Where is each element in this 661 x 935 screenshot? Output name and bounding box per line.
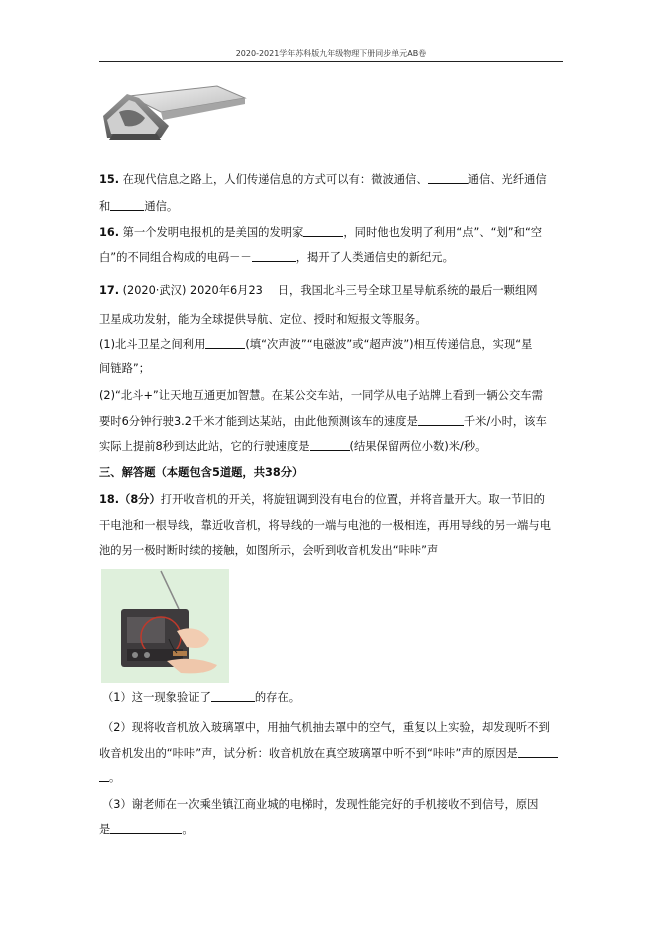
- q17-number: 17.: [99, 284, 120, 297]
- q16-blank-2[interactable]: [252, 250, 296, 262]
- q18-part1-text-a: （1）这一现象验证了: [102, 691, 211, 704]
- q18-part2-text-2: 收音机发出的“咔咔”声，试分析：收音机放在真空玻璃罩中听不到“咔咔”声的原因是: [99, 747, 518, 760]
- q17-part1-blank[interactable]: [205, 337, 245, 349]
- q18-part1-blank[interactable]: [211, 690, 255, 702]
- q17-line-1: [99, 283, 569, 299]
- q18-part1-text-b: 的存在。: [254, 691, 301, 704]
- q16-text-2a: 白”的不同组合构成的电码－－: [99, 251, 252, 264]
- q16-text-2b: ，揭开了人类通信史的新纪元。: [295, 251, 454, 264]
- q18-part3-text-a: 是: [99, 823, 111, 836]
- q15-text-2b: 通信。: [144, 200, 179, 213]
- q17-part2-line-2: [99, 414, 569, 430]
- q18-text-1: 打开收音机的开关，将旋钮调到没有电台的位置，并将音量开大。取一节旧的: [160, 493, 545, 506]
- q18-part3-line-2: [99, 822, 569, 838]
- q17-part1-text-b: (填“次声波”“电磁波”或“超声波”)相互传递信息，实现“星: [245, 338, 533, 351]
- cellphone-figure: [99, 82, 247, 148]
- q15-blank-1[interactable]: [428, 172, 468, 184]
- q17-part2-blank-2[interactable]: [310, 439, 350, 451]
- q15-line-2: [99, 199, 569, 215]
- q18-part2-line-3: [99, 770, 569, 786]
- q18-line-2: 干电池和一根导线，靠近收音机，将导线的一端与电池的一极相连，再用导线的另一端与电: [99, 519, 551, 532]
- q18-part3-blank[interactable]: [110, 822, 182, 834]
- q15-number: 15.: [99, 173, 120, 186]
- section-3-title: 三、解答题（本题包含5道题，共38分）: [99, 466, 304, 479]
- q18-part1: [102, 690, 572, 706]
- q17-line-2: 卫星成功发射，能为全球提供导航、定位、授时和短报文等服务。: [99, 313, 427, 326]
- q18-part3-line-1: （3）谢老师在一次乘坐镇江商业城的电梯时，发现性能完好的手机接收不到信号，原因: [102, 798, 539, 811]
- q18-line-1: [99, 492, 569, 508]
- q18-number: 18.: [99, 493, 120, 506]
- q18-score: （8分）: [119, 493, 161, 506]
- q17-part2-blank-1[interactable]: [418, 414, 464, 426]
- header-rule: [99, 61, 563, 62]
- radio-illustration: [101, 569, 229, 683]
- q16-text-1b: ，同时他也发明了利用“点”、“划”和“空: [343, 226, 543, 239]
- q17-part2-line-3: [99, 439, 569, 455]
- q17-part2-text-3a: 实际上提前8秒到达此站，它的行驶速度是: [99, 440, 310, 453]
- q18-part2-blank-cont[interactable]: [99, 770, 109, 782]
- q16-blank-1[interactable]: [303, 225, 343, 237]
- q17-part2-text-2b: 千米/小时，该车: [463, 415, 547, 428]
- q18-part2-text-3: 。: [109, 771, 121, 784]
- q15-text-1a: 在现代信息之路上，人们传递信息的方式可以有：微波通信、: [122, 173, 428, 186]
- q18-line-3: 池的另一极时断时续的接触，如图所示，会听到收音机发出“咔咔”声: [99, 544, 439, 557]
- q17-part1-line-2: 间链路”；: [99, 362, 151, 375]
- q15-line-1: [99, 172, 569, 188]
- q18-part3-text-b: 。: [182, 823, 194, 836]
- q17-part2-text-3b: (结果保留两位小数)米/秒。: [349, 440, 487, 453]
- q15-blank-2[interactable]: [110, 199, 144, 211]
- q17-part1-text-a: (1)北斗卫星之间利用: [99, 338, 206, 351]
- q17-part2-line-1: (2)“北斗+”让天地互通更加智慧。在某公交车站，一同学从电子站牌上看到一辆公交车需: [99, 389, 543, 402]
- q16-text-1a: 第一个发明电报机的是美国的发明家: [122, 226, 304, 239]
- q18-part2-blank[interactable]: [518, 746, 558, 758]
- q15-text-2a: 和: [99, 200, 111, 213]
- radio-figure: [101, 569, 229, 683]
- q16-line-2: [99, 250, 569, 266]
- q17-part1-line-1: [99, 337, 569, 353]
- q16-number: 16.: [99, 226, 120, 239]
- q16-line-1: [99, 225, 569, 241]
- q17-text-1: (2020·武汉) 2020年6月23 日，我国北斗三号全球卫星导航系统的最后一颗组网: [122, 284, 538, 297]
- q18-part2-line-2: [99, 746, 569, 762]
- page-header: 2020-2021学年苏科版九年级物理下册同步单元AB卷: [235, 49, 427, 58]
- q18-part2-line-1: （2）现将收音机放入玻璃罩中，用抽气机抽去罩中的空气，重复以上实验，却发现听不到: [102, 721, 550, 734]
- cellphone-illustration: [99, 82, 247, 148]
- q15-text-1b: 通信、光纤通信: [467, 173, 547, 186]
- q17-part2-text-2a: 要时6分钟行驶3.2千米才能到达某站，由此他预测该车的速度是: [99, 415, 418, 428]
